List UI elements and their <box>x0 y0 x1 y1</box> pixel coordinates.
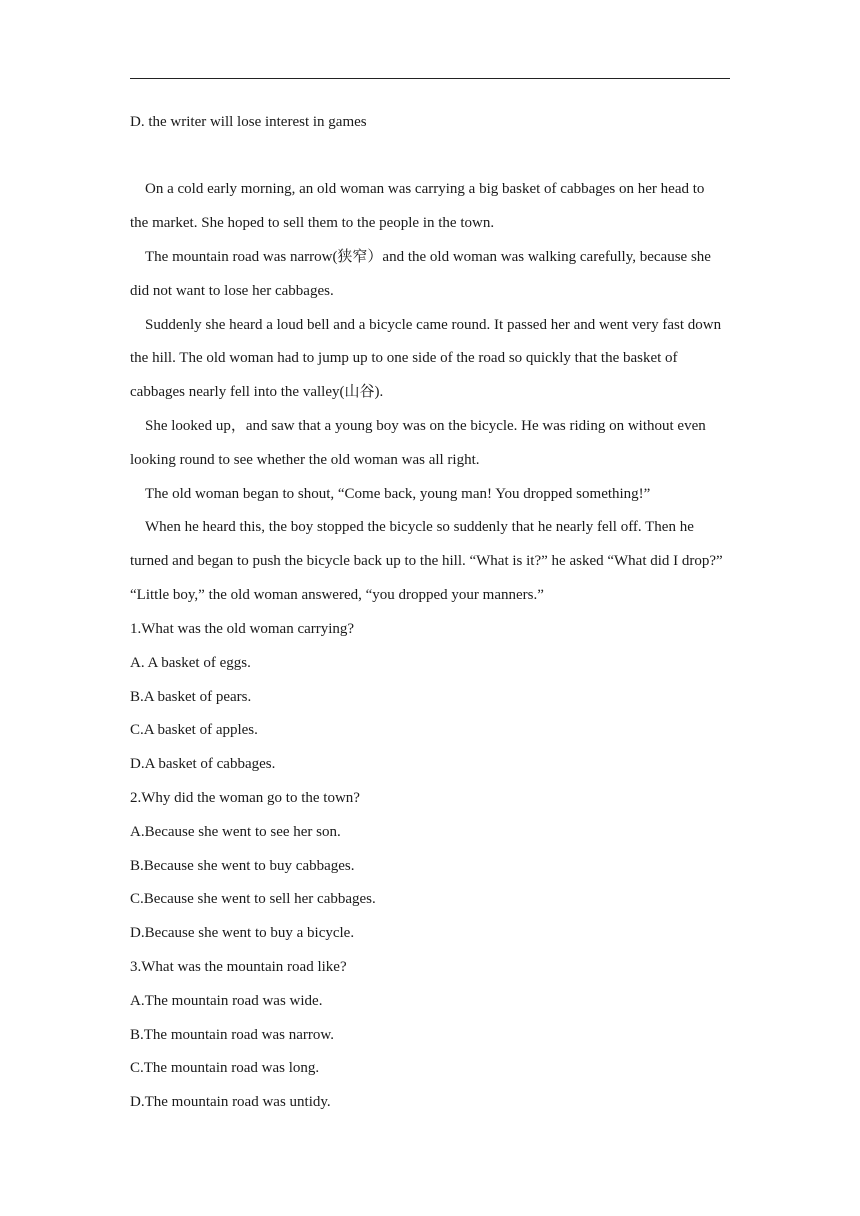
passage-p6-line1: When he heard this, the boy stopped the bicycle so suddenly that he nearly fell off. Then he <box>145 519 694 535</box>
passage-p4-line1: She looked up，and saw that a young boy was on the bicycle. He was riding on without even <box>145 418 706 434</box>
q3-option-d: D.The mountain road was untidy. <box>130 1094 331 1110</box>
previous-question-option: D. the writer will lose interest in games <box>130 114 367 130</box>
passage-p3-line1: Suddenly she heard a loud bell and a bicycle came round. It passed her and went very fast down <box>145 317 722 333</box>
q1-option-a: A. A basket of eggs. <box>130 655 251 671</box>
q1-option-c: C.A basket of apples. <box>130 722 258 738</box>
q2-option-c: C.Because she went to sell her cabbages. <box>130 891 376 907</box>
passage-p1-line2: the market. She hoped to sell them to the people in the town. <box>130 215 495 231</box>
q3-option-b: B.The mountain road was narrow. <box>130 1027 334 1043</box>
passage-p1-line1: On a cold early morning, an old woman was carrying a big basket of cabbages on her head to <box>145 181 705 197</box>
q1-option-b: B.A basket of pears. <box>130 689 252 705</box>
question-2: 2.Why did the woman go to the town? <box>130 790 360 806</box>
q1-option-d: D.A basket of cabbages. <box>130 756 276 772</box>
q3-option-c: C.The mountain road was long. <box>130 1060 320 1076</box>
q3-option-a: A.The mountain road was wide. <box>130 993 323 1009</box>
question-3: 3.What was the mountain road like? <box>130 959 347 975</box>
passage-p3-line2: the hill. The old woman had to jump up to one side of the road so quickly that the basket of <box>130 350 678 366</box>
passage-p3-line3: cabbages nearly fell into the valley(山谷). <box>130 384 384 400</box>
passage-p2-line1: The mountain road was narrow(狭窄）and the old woman was walking carefully, because she <box>145 249 711 265</box>
q2-option-a: A.Because she went to see her son. <box>130 824 341 840</box>
q2-option-b: B.Because she went to buy cabbages. <box>130 858 355 874</box>
passage-p4-line2: looking round to see whether the old woman was all right. <box>130 452 480 468</box>
passage-p6-line2: turned and began to push the bicycle back up to the hill. “What is it?” he asked “What did I drop?” <box>130 553 723 569</box>
passage-p7-line1: “Little boy,” the old woman answered, “you dropped your manners.” <box>130 587 544 603</box>
passage-p5-line1: The old woman began to shout, “Come back, young man! You dropped something!” <box>145 486 651 502</box>
q2-option-d: D.Because she went to buy a bicycle. <box>130 925 355 941</box>
question-1: 1.What was the old woman carrying? <box>130 621 355 637</box>
header-rule <box>130 78 730 79</box>
passage-p2-line2: did not want to lose her cabbages. <box>130 283 334 299</box>
